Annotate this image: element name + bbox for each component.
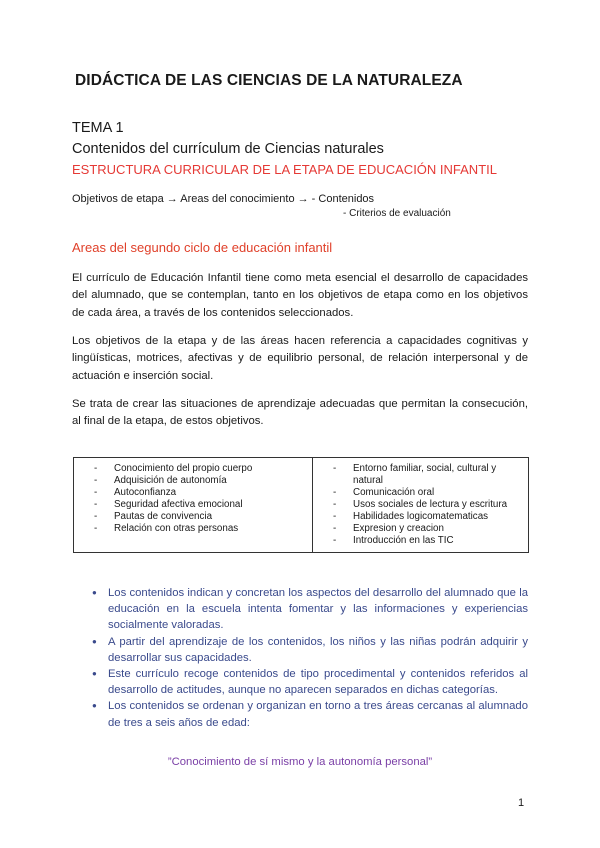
list-item: - Autoconfianza xyxy=(94,487,302,499)
paragraph: Se trata de crear las situaciones de aprendizaje adecuadas que permitan la consecución, al final de la etapa, de estos objetivos. xyxy=(72,398,528,428)
list-item: - Comunicación oral xyxy=(333,487,518,499)
list-item: - Seguridad afectiva emocional xyxy=(94,499,302,511)
areas-column-right xyxy=(313,458,529,553)
bullet-item: ● A partir del aprendizaje de los contenidos, los niños y las niñas podrán adquirir y desarrollar sus capacidades. xyxy=(92,634,528,666)
list-item: - Conocimiento del propio cuerpo xyxy=(94,463,302,475)
area-quote: ”Conocimiento de sí mismo y la autonomía personal” xyxy=(167,756,433,768)
list-item: - Usos sociales de lectura y escritura xyxy=(333,499,518,511)
areas-table xyxy=(73,457,529,553)
list-item: - Habilidades logicomatematicas xyxy=(333,511,518,523)
bullet-item: ● Los contenidos indican y concretan los aspectos del desarrollo del alumnado que la educación en la escuela intenta fomentar y las informaciones y experiencias socialmente valoradas. xyxy=(92,585,528,634)
bullet-item: ● Los contenidos se ordenan y organizan en torno a tres áreas cercanas al alumnado de tres a seis años de edad: xyxy=(92,698,528,730)
list-item: - Pautas de convivencia xyxy=(94,511,302,523)
subtitle: Contenidos del currículum de Ciencias naturales xyxy=(72,141,384,157)
list-item: - Adquisición de autonomía xyxy=(94,475,302,487)
document-title: DIDÁCTICA DE LAS CIENCIAS DE LA NATURALEZA xyxy=(75,72,463,89)
structure-line-1: Objetivos de etapa → Areas del conocimiento → - Contenidos xyxy=(72,193,375,205)
bullet-item: ● Este currículo recoge contenidos de tipo procedimental y contenidos referidos al desarrollo de actitudes, aunque no aparecen separados en dichas categorías. xyxy=(92,666,528,698)
paragraph: Los objetivos de la etapa y de las áreas hacen referencia a capacidades cognitivas y lingüísticas, motrices, afectivas y de equilibrio personal, de relación interpersonal y de actuación e inserción social. xyxy=(72,335,528,382)
areas-column-left xyxy=(74,458,313,553)
page-number: 1 xyxy=(518,797,525,809)
list-item: - Relación con otras personas xyxy=(94,523,302,535)
structure-line-2: - Criterios de evaluación xyxy=(343,208,451,219)
areas-heading: Areas del segundo ciclo de educación infantil xyxy=(72,240,333,255)
paragraph: El currículo de Educación Infantil tiene como meta esencial el desarrollo de capacidades del alumnado, que se contemplan, tanto en los objetivos de etapa como en los objetivos de cada área, a través de los contenidos seleccionados. xyxy=(72,272,528,319)
list-item: - Entorno familiar, social, cultural y natural xyxy=(333,463,518,487)
list-item: - Expresion y creacion xyxy=(333,523,518,535)
tema-label: TEMA 1 xyxy=(72,120,124,136)
list-item: - Introducción en las TIC xyxy=(333,535,518,547)
section-heading: ESTRUCTURA CURRICULAR DE LA ETAPA DE EDUCACIÓN INFANTIL xyxy=(72,162,497,177)
contents-bullet-list xyxy=(92,585,528,731)
